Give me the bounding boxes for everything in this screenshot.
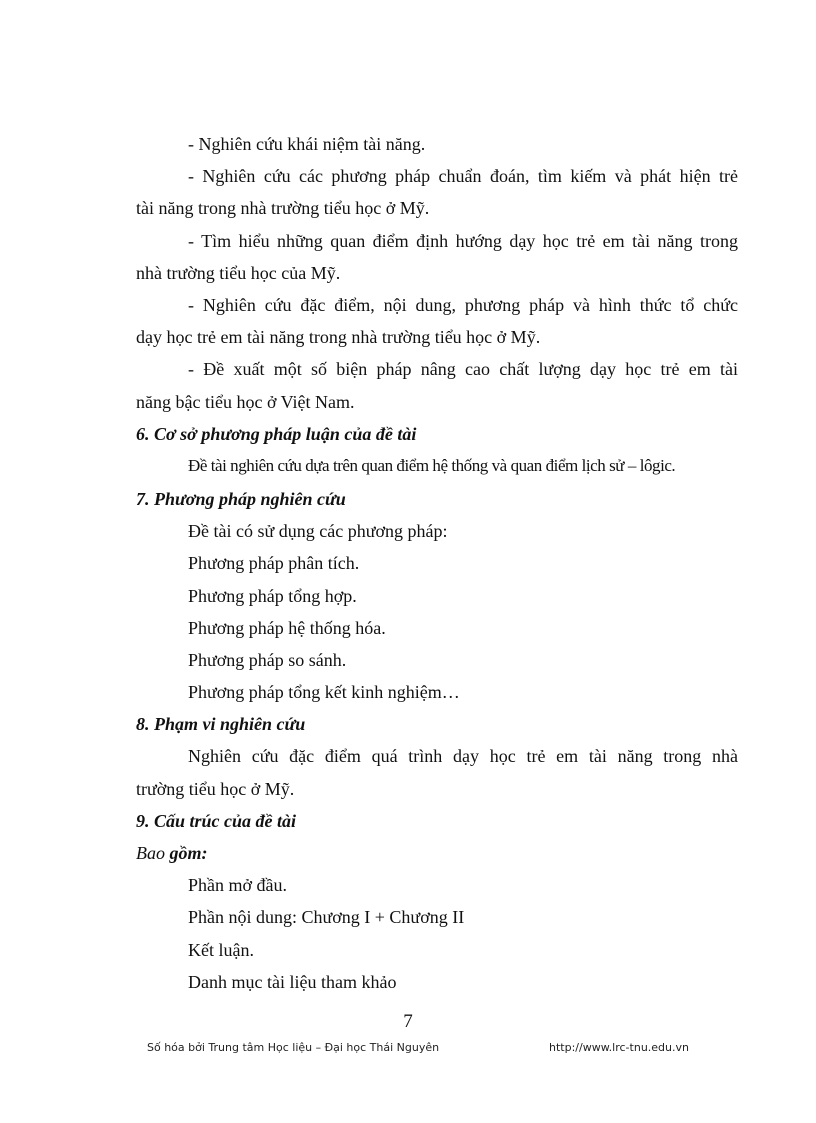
paragraph-line: tài năng trong nhà trường tiểu học ở Mỹ. xyxy=(136,198,430,218)
paragraph-line: - Nghiên cứu đặc điểm, nội dung, phương pháp và hình thức tổ chức xyxy=(188,295,738,315)
list-item: Phương pháp tổng kết kinh nghiệm… xyxy=(188,682,460,702)
paragraph-line: Nghiên cứu đặc điểm quá trình dạy học trẻ em tài năng trong nhà xyxy=(188,746,738,766)
section-heading: 8. Phạm vi nghiên cứu xyxy=(136,714,306,734)
list-item: Phần nội dung: Chương I + Chương II xyxy=(188,907,465,927)
list-item: Phương pháp phân tích. xyxy=(188,553,360,573)
paragraph-line: Đề tài nghiên cứu dựa trên quan điểm hệ thống và quan điểm lịch sử – lôgic. xyxy=(188,456,676,475)
section-heading: 7. Phương pháp nghiên cứu xyxy=(136,489,346,509)
bao-gom-line xyxy=(136,842,208,864)
paragraph-line: dạy học trẻ em tài năng trong nhà trường tiểu học ở Mỹ. xyxy=(136,327,541,347)
paragraph-line: trường tiểu học ở Mỹ. xyxy=(136,779,295,799)
list-item: Phương pháp so sánh. xyxy=(188,650,347,670)
section-heading: 9. Cấu trúc của đề tài xyxy=(136,811,297,831)
list-item: Phần mở đầu. xyxy=(188,875,288,895)
list-item: Kết luận. xyxy=(188,940,254,960)
paragraph-line: - Tìm hiểu những quan điểm định hướng dạy học trẻ em tài năng trong xyxy=(188,231,738,251)
paragraph-line: - Nghiên cứu khái niệm tài năng. xyxy=(188,134,426,154)
bao-prefix: Bao xyxy=(136,843,170,863)
footer-left: Số hóa bởi Trung tâm Học liệu – Đại học Thái Nguyên xyxy=(147,1041,440,1054)
paragraph-line: nhà trường tiểu học của Mỹ. xyxy=(136,263,341,283)
page-number: 7 xyxy=(403,1011,413,1032)
list-item: Phương pháp tổng hợp. xyxy=(188,586,357,606)
paragraph-line: Đề tài có sử dụng các phương pháp: xyxy=(188,521,448,541)
paragraph-line: - Đề xuất một số biện pháp nâng cao chất lượng dạy học trẻ em tài xyxy=(188,359,738,379)
list-item: Danh mục tài liệu tham khảo xyxy=(188,972,397,992)
bao-bold: gồm: xyxy=(169,843,208,863)
paragraph-line: năng bậc tiểu học ở Việt Nam. xyxy=(136,392,355,412)
list-item: Phương pháp hệ thống hóa. xyxy=(188,618,386,638)
paragraph-line: - Nghiên cứu các phương pháp chuẩn đoán, tìm kiếm và phát hiện trẻ xyxy=(188,166,738,186)
footer-link[interactable]: http://www.lrc-tnu.edu.vn xyxy=(549,1041,689,1054)
section-heading: 6. Cơ sở phương pháp luận của đề tài xyxy=(136,424,417,444)
